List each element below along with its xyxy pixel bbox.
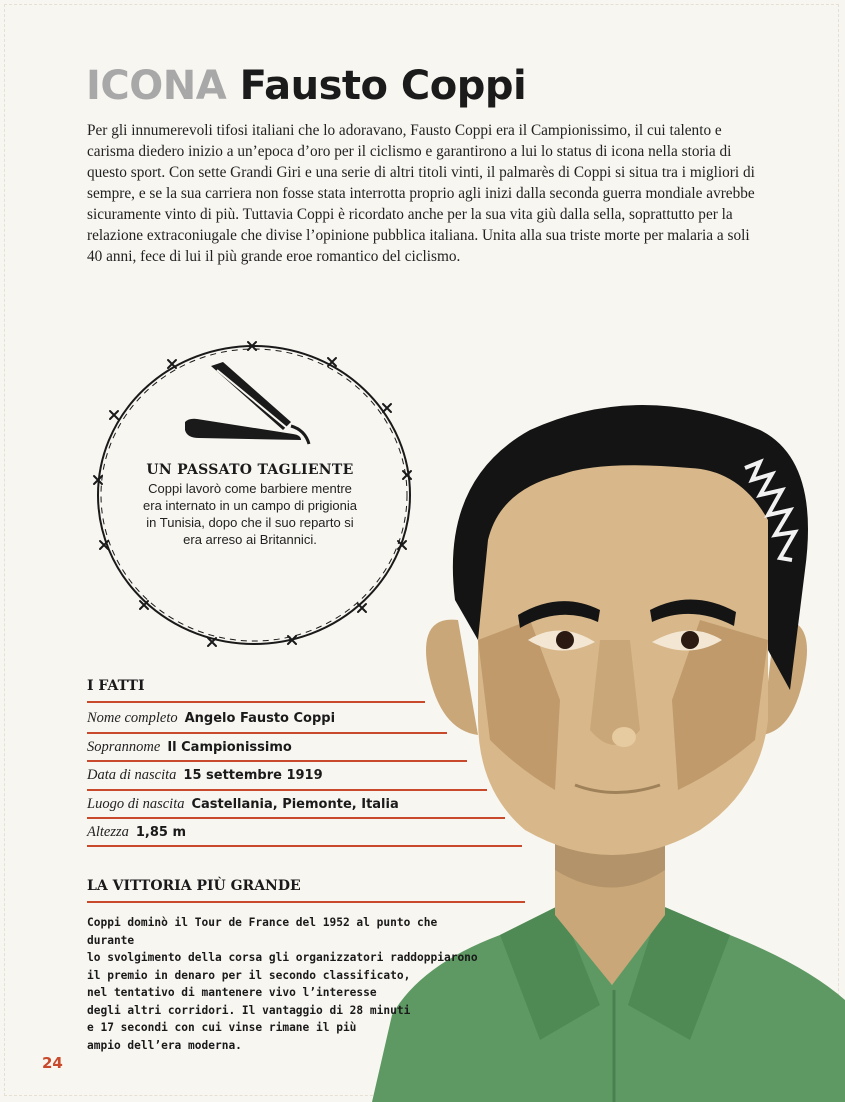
- callout-body: Coppi lavorò come barbiere mentre era internato in un campo di prigionia in Tunisia, dopo che il suo reparto si era arreso ai Britannici.: [143, 481, 357, 547]
- page-number: 24: [42, 1054, 63, 1072]
- fact-label: Luogo di nascita: [87, 795, 185, 812]
- callout-box: [140, 460, 360, 548]
- title-name: Fausto Coppi: [239, 63, 527, 109]
- callout-title: UN PASSATO TAGLIENTE: [146, 462, 354, 478]
- fact-value: Castellania, Piemonte, Italia: [191, 796, 399, 812]
- fact-value: Il Campionissimo: [167, 739, 292, 755]
- fact-row: [87, 761, 323, 789]
- victory-body: Coppi dominò il Tour de France del 1952 al punto che durante lo svolgimento della corsa gli organizzatori raddoppiarono il premio in denaro per il secondo classificato, nel tentativo di mantenere vivo l’interesse degli altri corridori. Il vantaggio di 28 minuti e 17 secondi con cui vinse rimane il più ampio dell’era moderna.: [87, 916, 478, 1052]
- fact-value: 15 settembre 1919: [183, 767, 323, 783]
- title-kicker: ICONA: [86, 63, 227, 109]
- fact-label: Altezza: [87, 823, 129, 840]
- intro-paragraph: Per gli innumerevoli tifosi italiani che lo adoravano, Fausto Coppi era il Campionissimo, il cui talento e carisma diedero inizio a un’epoca d’oro per il ciclismo e garantirono a lui lo status di icona nella storia di questo sport. Con sette Grandi Giri e una serie di altri titoli vinti, il palmarès di Coppi si situa tra i migliori di sempre, e se la sua carriera non fosse stata interrotta proprio agli inizi dalla seconda guerra mondiale avrebbe sicuramente vinto di più. Tuttavia Coppi è ricordato anche per la sua vita giù dalla sella, soprattutto per la relazione extraconiugale che divise l’opinione pubblica italiana. Unita alla sua triste morte per malaria a soli 40 anni, fece di lui il più grande eroe romantico del ciclismo.: [87, 122, 755, 265]
- fact-label: Nome completo: [87, 709, 178, 726]
- page-title: [86, 58, 526, 114]
- fact-row: [87, 790, 399, 818]
- fact-label: Soprannome: [87, 738, 161, 755]
- fact-value: Angelo Fausto Coppi: [184, 710, 336, 726]
- facts-heading: I FATTI: [87, 678, 145, 694]
- razor-icon: [183, 362, 318, 448]
- fact-row: [87, 818, 186, 846]
- fact-label: Data di nascita: [87, 766, 177, 783]
- victory-rule: [87, 901, 525, 903]
- fact-value: 1,85 m: [135, 824, 187, 840]
- fact-row: [87, 704, 335, 732]
- victory-heading: LA VITTORIA PIÙ GRANDE: [87, 878, 301, 894]
- fact-row: [87, 733, 292, 761]
- facts-rule: [87, 701, 425, 703]
- fact-rule: [87, 845, 522, 847]
